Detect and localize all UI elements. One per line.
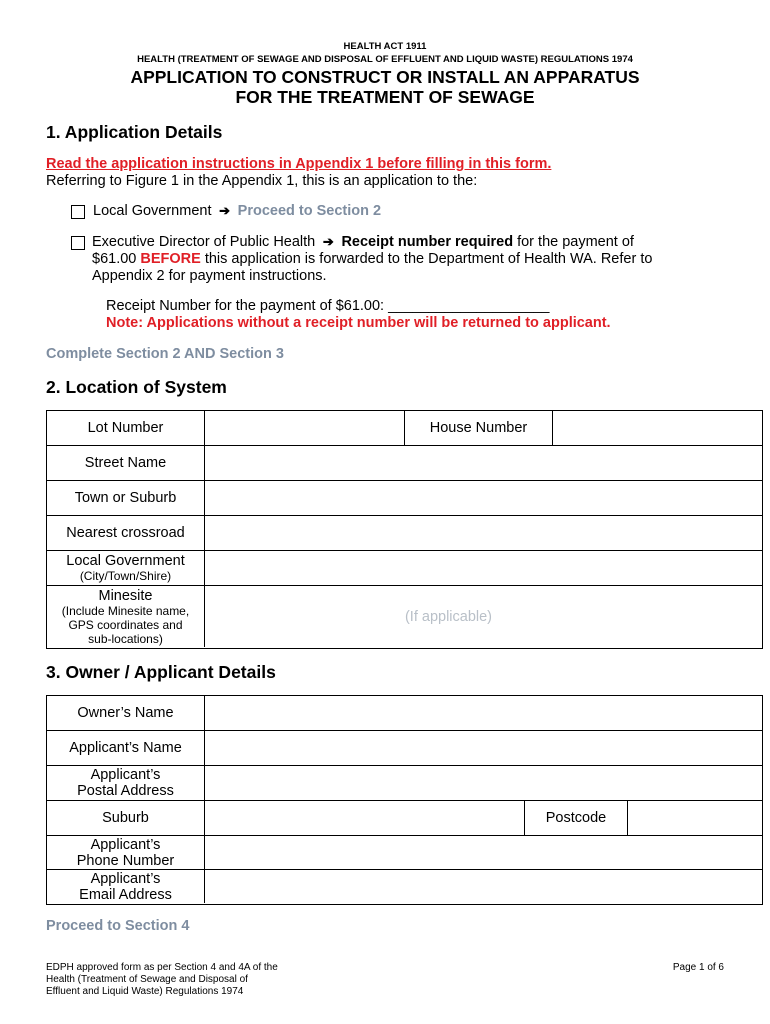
owners-name-input[interactable]	[205, 696, 762, 731]
arrow-right-icon: ➔	[215, 203, 234, 218]
proceed-section4: Proceed to Section 4	[46, 918, 190, 934]
option-local-government	[93, 203, 381, 219]
house-number-label: House Number	[405, 411, 553, 446]
receipt-note: Note: Applications without a receipt number will be returned to applicant.	[106, 315, 611, 331]
option1-action: Proceed to Section 2	[237, 203, 382, 219]
email-address-input[interactable]	[205, 870, 762, 903]
option2-line2	[92, 251, 652, 267]
local-government-input[interactable]	[205, 551, 762, 586]
local-government-label	[47, 551, 205, 586]
applicant-table	[46, 695, 763, 905]
section1-title: 1. Application Details	[46, 122, 223, 142]
minesite-subtext-3: sub-locations)	[88, 631, 163, 646]
lot-number-label: Lot Number	[47, 411, 205, 446]
house-number-input[interactable]	[553, 411, 762, 446]
receipt-number-field[interactable]: Receipt Number for the payment of $61.00: ____________________	[106, 298, 550, 314]
arrow-right-icon: ➔	[319, 234, 338, 249]
phone-number-line1: Applicant’s	[90, 836, 161, 853]
instruction-link[interactable]: Read the application instructions in Appendix 1 before filling in this form.	[46, 156, 552, 172]
option2-label: Executive Director of Public Health	[92, 234, 316, 250]
option2-forwarded: this application is forwarded to the Department of Health WA. Refer to	[200, 251, 653, 267]
postcode-label: Postcode	[525, 801, 628, 836]
minesite-subtext-1: (Include Minesite name,	[61, 603, 190, 618]
suburb-input[interactable]	[205, 801, 525, 836]
act-title: HEALTH ACT 1911	[343, 41, 427, 52]
street-name-input[interactable]	[205, 446, 762, 481]
option-executive-director	[92, 234, 634, 250]
section2-title: 2. Location of System	[46, 377, 227, 397]
applicants-name-input[interactable]	[205, 731, 762, 766]
postal-address-line2: Postal Address	[77, 783, 174, 799]
form-title-line2: FOR THE TREATMENT OF SEWAGE	[235, 87, 535, 107]
regulations-title: HEALTH (TREATMENT OF SEWAGE AND DISPOSAL OF EFFLUENT AND LIQUID WASTE) REGULATIONS 1974	[137, 54, 633, 65]
nearest-crossroad-input[interactable]	[205, 516, 762, 551]
local-government-subtext: (City/Town/Shire)	[79, 569, 172, 583]
minesite-placeholder: (If applicable)	[404, 608, 493, 625]
option2-receipt-required: Receipt number required	[341, 234, 514, 250]
postal-address-label	[47, 766, 205, 801]
footer-note	[46, 962, 278, 998]
option2-amount: $61.00	[92, 251, 141, 267]
referring-text: Referring to Figure 1 in the Appendix 1, this is an application to the:	[46, 173, 478, 189]
suburb-label: Suburb	[47, 801, 205, 836]
option1-label: Local Government	[93, 203, 212, 219]
minesite-label	[47, 586, 205, 647]
minesite-input[interactable]	[205, 586, 762, 647]
minesite-text: Minesite	[98, 587, 153, 604]
option2-rest: for the payment of	[513, 234, 634, 250]
footer-line1: EDPH approved form as per Section 4 and 4A of the	[46, 962, 278, 973]
street-name-label: Street Name	[47, 446, 205, 481]
footer-line3: Effluent and Liquid Waste) Regulations 1974	[46, 986, 244, 997]
section3-title: 3. Owner / Applicant Details	[46, 662, 276, 682]
phone-number-label	[47, 836, 205, 870]
phone-number-input[interactable]	[205, 836, 762, 870]
owners-name-label: Owner’s Name	[47, 696, 205, 731]
form-title-line1: APPLICATION TO CONSTRUCT OR INSTALL AN APPARATUS	[130, 67, 640, 87]
footer-line2: Health (Treatment of Sewage and Disposal of	[46, 974, 248, 985]
local-government-checkbox[interactable]	[71, 205, 85, 219]
option2-line3: Appendix 2 for payment instructions.	[92, 268, 327, 284]
postcode-input[interactable]	[628, 801, 762, 836]
town-suburb-input[interactable]	[205, 481, 762, 516]
nearest-crossroad-label: Nearest crossroad	[47, 516, 205, 551]
postal-address-line1: Applicant’s	[90, 767, 161, 783]
executive-director-checkbox[interactable]	[71, 236, 85, 250]
town-suburb-label: Town or Suburb	[47, 481, 205, 516]
page-number: Page 1 of 6	[672, 962, 724, 973]
applicants-name-label: Applicant’s Name	[47, 731, 205, 766]
phone-number-line2: Phone Number	[76, 852, 175, 869]
postal-address-input[interactable]	[205, 766, 762, 801]
local-government-text: Local Government	[66, 553, 185, 569]
lot-number-input[interactable]	[205, 411, 405, 446]
location-table	[46, 410, 763, 649]
email-address-label	[47, 870, 205, 903]
complete-sections-note: Complete Section 2 AND Section 3	[46, 346, 284, 362]
email-address-line1: Applicant’s	[90, 870, 161, 887]
minesite-subtext-2: GPS coordinates and	[68, 617, 183, 632]
option2-before: BEFORE	[140, 251, 201, 267]
email-address-line2: Email Address	[79, 886, 172, 903]
